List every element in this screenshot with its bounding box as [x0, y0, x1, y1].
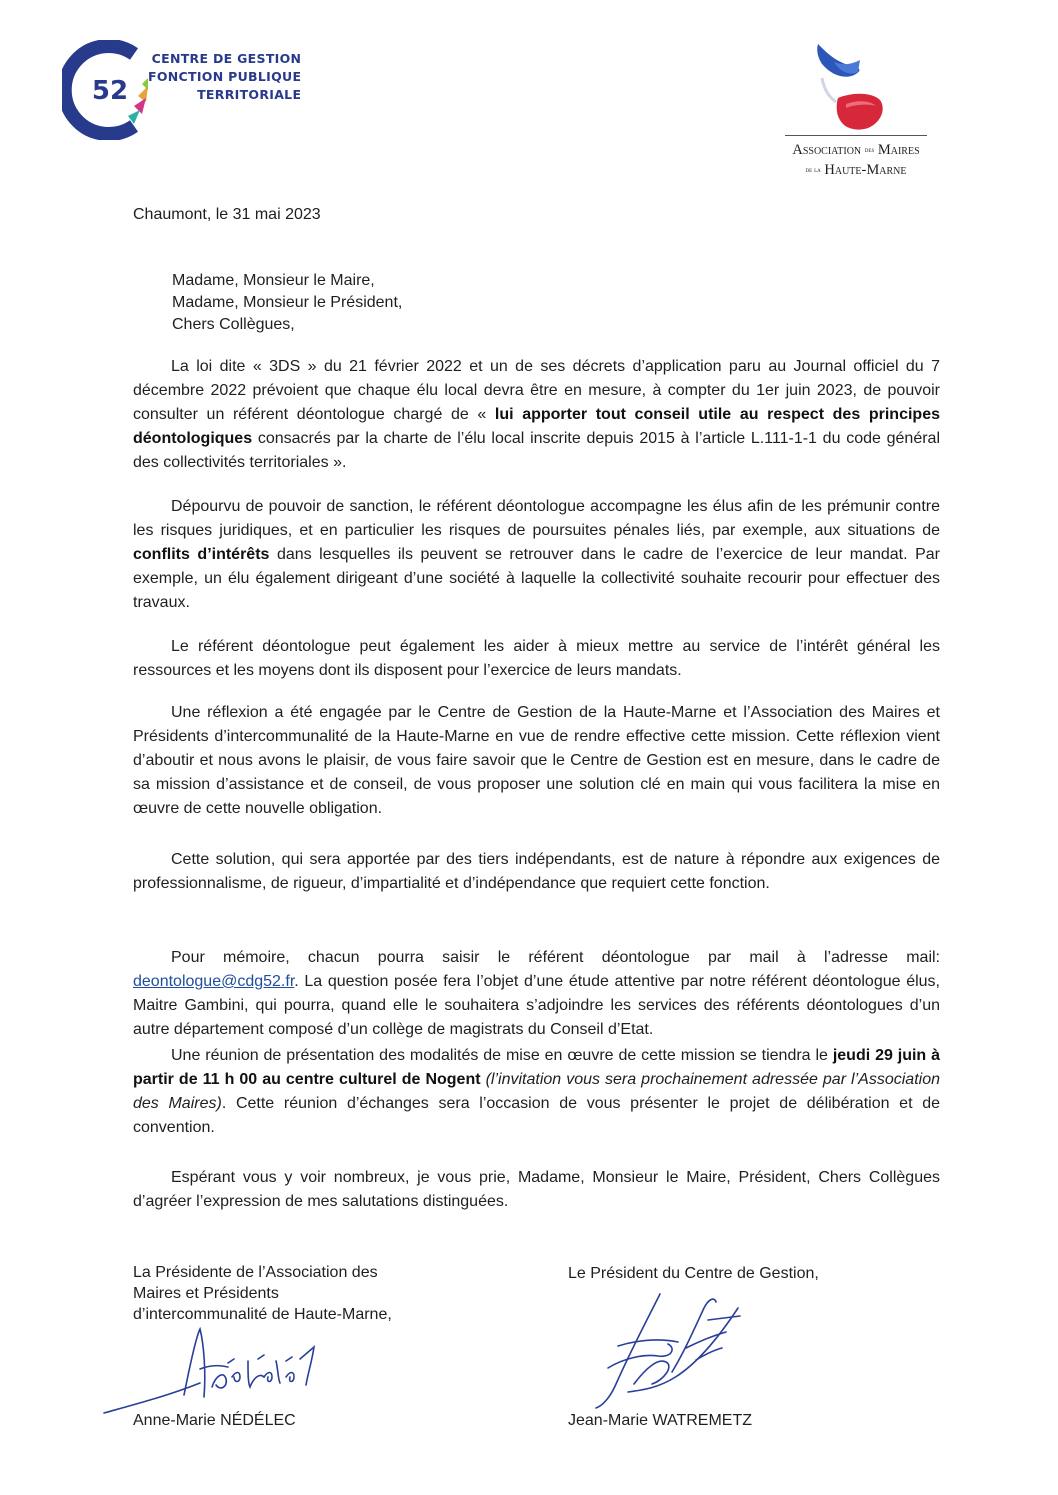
handwritten-signature-nedelec: [100, 1325, 340, 1420]
amf-logo-small-word: de la: [805, 165, 821, 174]
signatory-title: Le Président du Centre de Gestion,: [568, 1265, 819, 1282]
cdg52-logo-text: [148, 50, 301, 104]
amf-logo-word: Maires: [877, 142, 920, 158]
amf-logo-text: [776, 140, 936, 180]
salutation-line: Chers Collègues,: [172, 316, 295, 333]
contact-email-link[interactable]: deontologue@cdg52.fr: [133, 973, 295, 990]
cdg52-logo-line: CENTRE DE GESTION: [151, 51, 302, 66]
cdg52-logo: [62, 40, 312, 140]
signature-block-right: [568, 1263, 819, 1284]
amf-marianne-icon: [776, 40, 936, 135]
paragraph-7: Une réunion de présentation des modalités de mise en œuvre de cette mission se tiendra le jeudi 29 juin à partir de 11 h 00 au centre culturel de Nogent (l’invitation vous sera prochainement adressée par l’Association des Maires). Cette réunion d’échanges sera l’occasion de vous présenter le projet de délibération et de convention.: [133, 1047, 941, 1136]
paragraph-5: Cette solution, qui sera apportée par des tiers indépendants, est de nature à répondre aux exigences de professionnalisme, de rigueur, d’impartialité et d’indépendance que requiert cette fonction.: [133, 851, 940, 892]
cdg52-logo-line: TERRITORIALE: [197, 87, 302, 102]
paragraph-4: Une réflexion a été engagée par le Centre de Gestion de la Haute-Marne et l’Association des Maires et Présidents d’intercommunalité de la Haute-Marne en vue de rendre effective cette mission. Cette réflexion vient d’aboutir et nous avons le plaisir, de vous faire savoir que le Centre de Gestion est en mesure, dans le cadre de sa mission d’assistance et de conseil, de vous proposer une solution clé en main qui vous facilitera la mise en œuvre de cette nouvelle obligation.: [133, 704, 940, 817]
salutation-line: Madame, Monsieur le Maire,: [172, 272, 375, 289]
amf52-logo: [776, 40, 936, 180]
letter-date: Chaumont, le 31 mai 2023: [133, 206, 321, 223]
handwritten-signature-watremetz: [588, 1288, 748, 1413]
salutation-line: Madame, Monsieur le Président,: [172, 294, 403, 311]
paragraph-8: Espérant vous y voir nombreux, je vous prie, Madame, Monsieur le Maire, Président, Chers Collègues d’agréer l’expression de mes salutations distinguées.: [133, 1169, 940, 1210]
signatory-title-line: d’intercommunalité de Haute-Marne,: [133, 1306, 392, 1323]
signature-block-left: [133, 1262, 392, 1325]
amf-logo-small-word: des: [864, 145, 875, 154]
signatory-name-right: Jean-Marie WATREMETZ: [568, 1412, 753, 1429]
signatory-name-left: Anne-Marie NÉDÉLEC: [133, 1412, 296, 1429]
letter-salutation: [172, 270, 402, 336]
amf-logo-word: Association: [792, 142, 862, 158]
paragraph-2: Dépourvu de pouvoir de sanction, le référent déontologue accompagne les élus afin de les prémunir contre les risques juridiques, et en particulier les risques de poursuites pénales liés, par exemple, aux situations de conflits d’intérêts dans lesquelles ils peuvent se retrouver dans le cadre de l’exercice de leur mandat. Par exemple, un élu également dirigeant d’une société à laquelle la collectivité souhaite recourir pour effectuer des travaux.: [133, 498, 940, 611]
amf-logo-rule: [785, 135, 927, 136]
cdg52-logo-line: FONCTION PUBLIQUE: [148, 69, 302, 84]
paragraph-1: La loi dite « 3DS » du 21 février 2022 et un de ses décrets d’application paru au Journal officiel du 7 décembre 2022 prévoient que chaque élu local devra être en mesure, à compter du 1er juin 2023, de pouvoir consulter un référent déontologue chargé de « lui apporter tout conseil utile au respect des principes déontologiques consacrés par la charte de l’élu local inscrite depuis 2015 à l’article L.111-1-1 du code général des collectivités territoriales ».: [133, 358, 940, 471]
paragraph-6: Pour mémoire, chacun pourra saisir le référent déontologue par mail à l’adresse mail: deontologue@cdg52.fr. La question posée fera l’objet d’une étude attentive par notre référent déontologue élus, Maitre Gambini, qui pourra, quand elle le souhaitera s’adjoindre les services des référents déontologues d’un autre département composé d’un collège de magistrats du Conseil d’Etat.: [133, 949, 940, 1038]
paragraph-3: Le référent déontologue peut également les aider à mieux mettre au service de l’intérêt général les ressources et les moyens dont ils disposent pour l’exercice de leurs mandats.: [133, 638, 940, 679]
signatory-title-line: La Présidente de l’Association des: [133, 1264, 378, 1281]
cdg52-number: 52: [91, 76, 129, 106]
amf-logo-word: Haute-Marne: [824, 162, 907, 178]
cdg52-ring-icon: [62, 40, 148, 140]
signatory-title-line: Maires et Présidents: [133, 1285, 279, 1302]
